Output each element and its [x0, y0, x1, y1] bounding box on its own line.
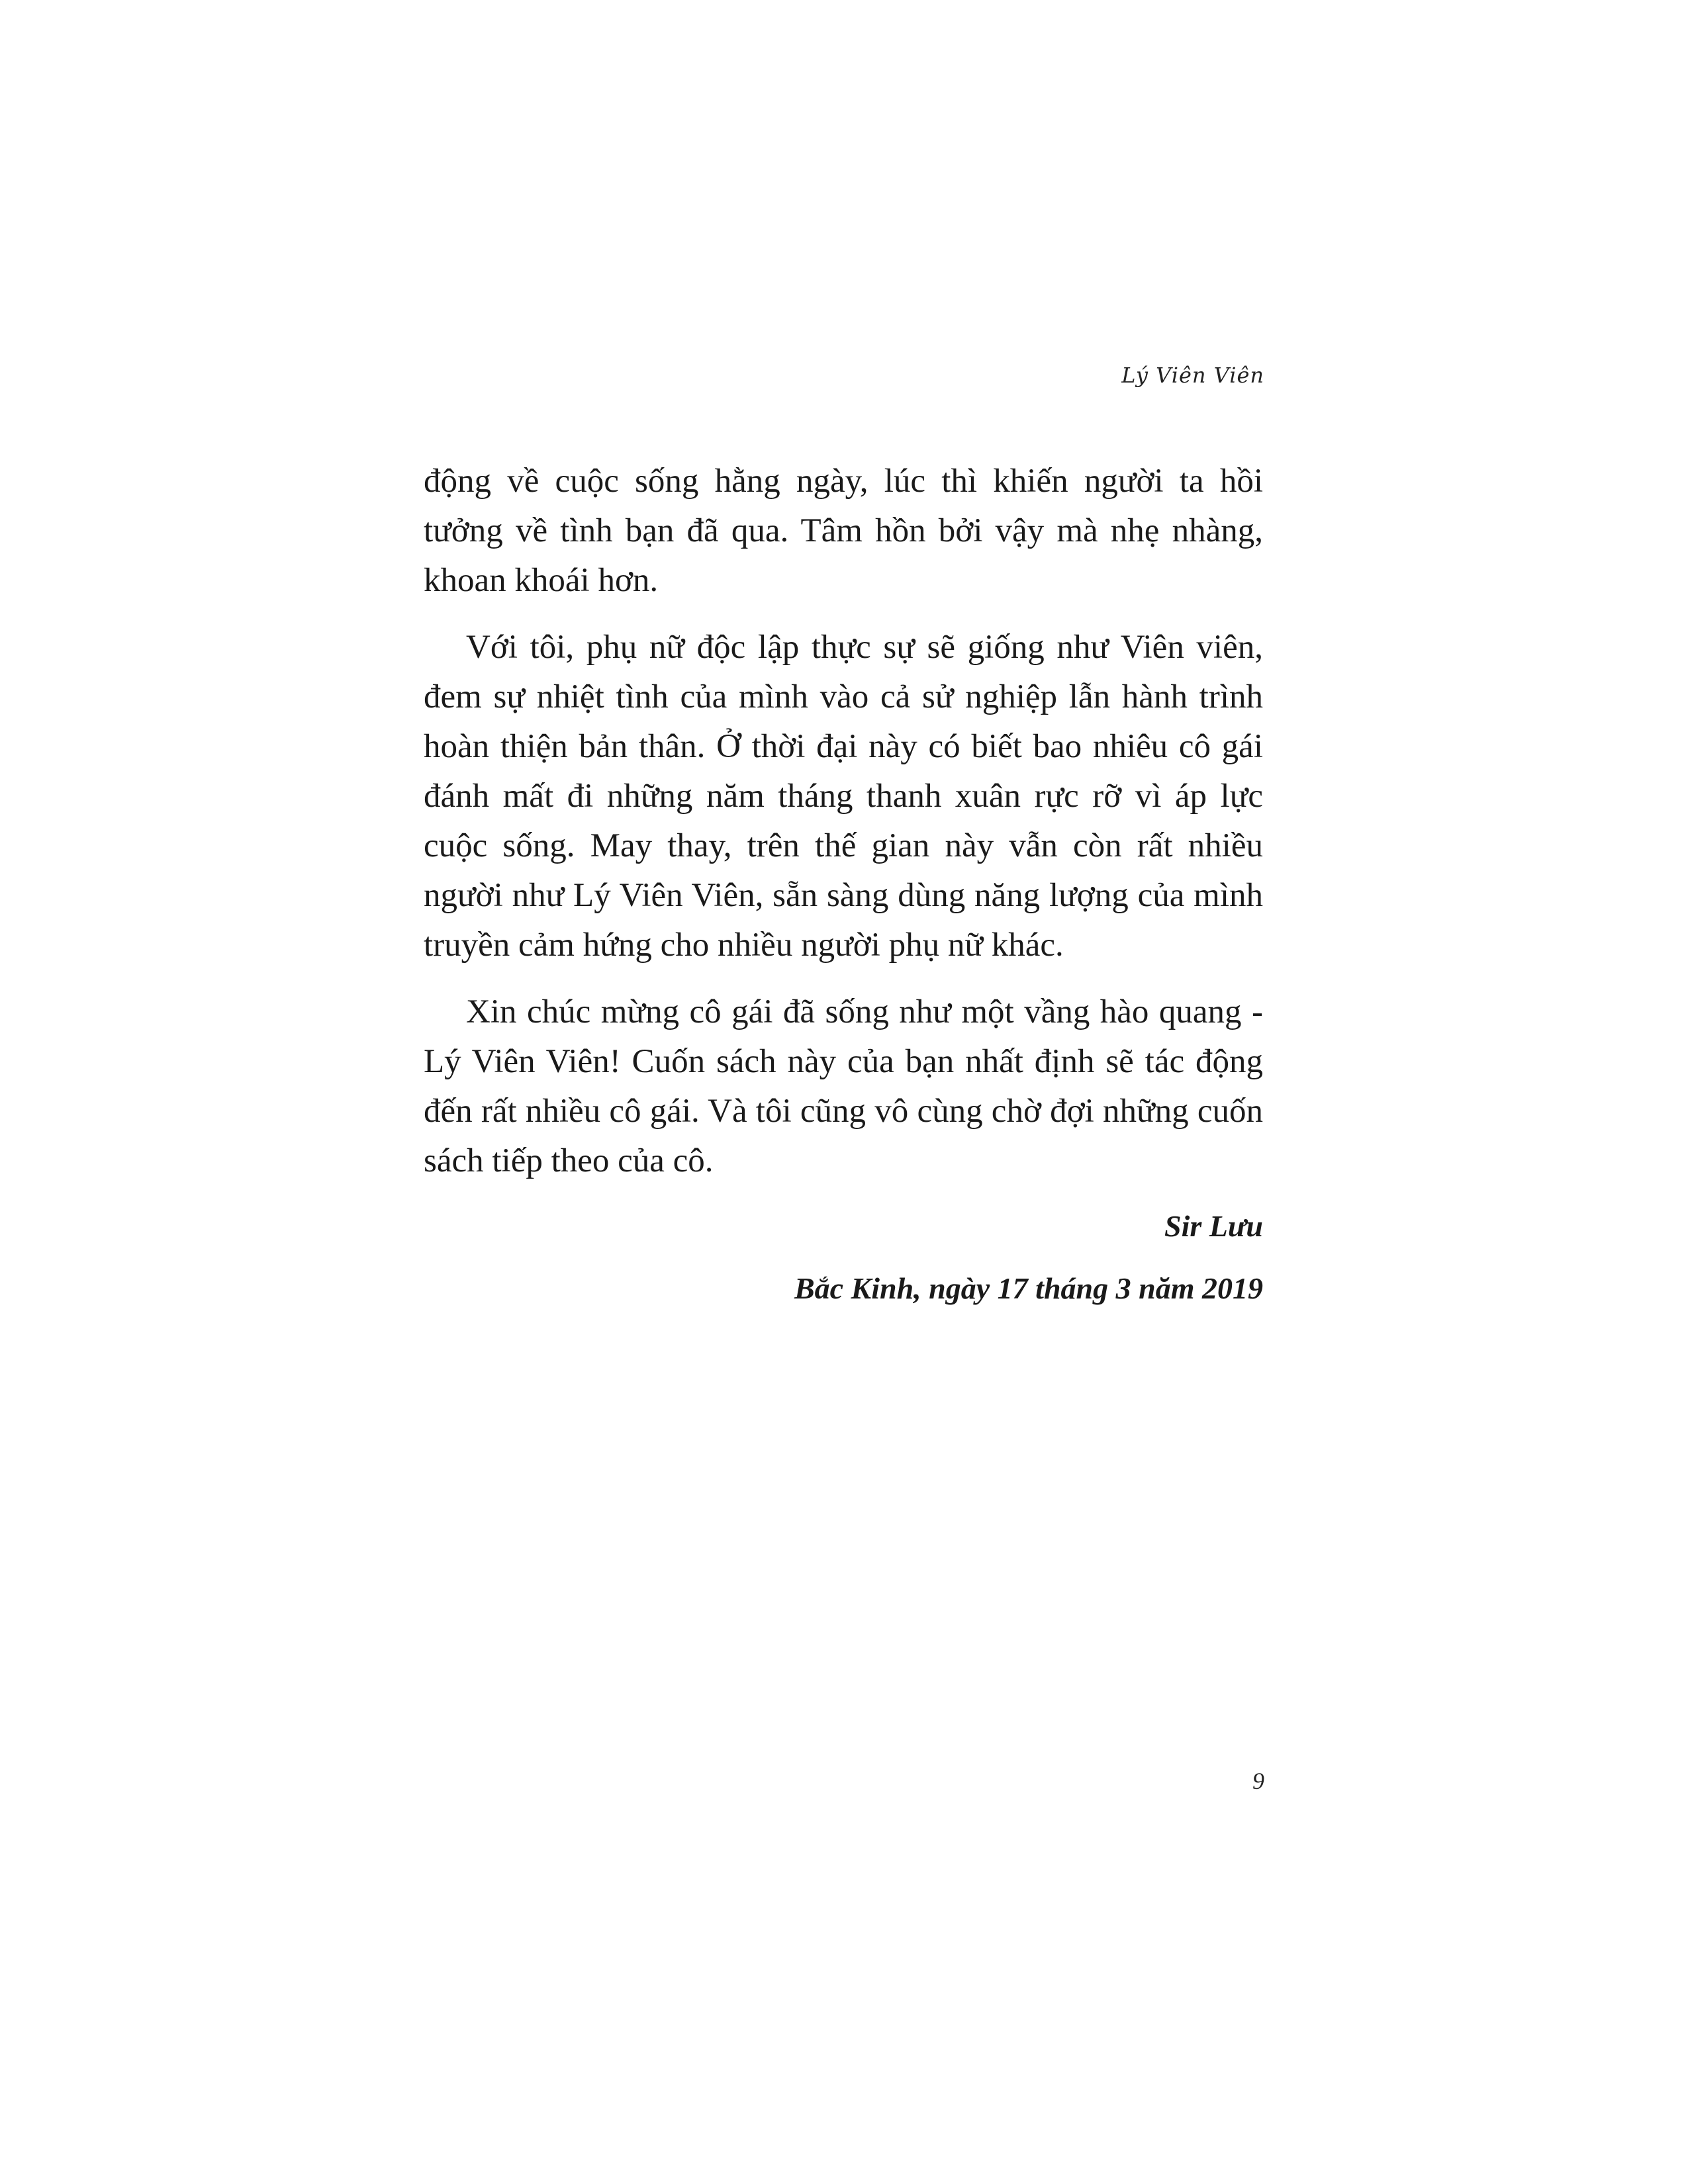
paragraph-3: Xin chúc mừng cô gái đã sống như một vầng hào quang - Lý Viên Viên! Cuốn sách này của bạn nhất định sẽ tác động đến rất nhiều cô gái. Và tôi cũng vô cùng chờ đợi những cuốn sách tiếp theo của cô.: [424, 993, 1263, 1179]
place-date: Bắc Kinh, ngày 17 tháng 3 năm 2019: [794, 1271, 1263, 1305]
author-signature: Sir Lưu: [1164, 1209, 1263, 1243]
paragraph-2: Với tôi, phụ nữ độc lập thực sự sẽ giống như Viên viên, đem sự nhiệt tình của mình vào cả sử nghiệp lẫn hành trình hoàn thiện bản thân. Ở thời đại này có biết bao nhiêu cô gái đánh mất đi những năm tháng thanh xuân rực rỡ vì áp lực cuộc sống. May thay, trên thế gian này vẫn còn rất nhiều người như Lý Viên Viên, sẵn sàng dùng năng lượng của mình truyền cảm hứng cho nhiều người phụ nữ khác.: [424, 629, 1263, 964]
main-text: [424, 457, 1263, 1328]
running-header: Lý Viên Viên: [1121, 363, 1264, 388]
page-number: 9: [1252, 1768, 1264, 1794]
paragraph-1: động về cuộc sống hằng ngày, lúc thì khiến người ta hồi tưởng về tình bạn đã qua. Tâm hồn bởi vậy mà nhẹ nhàng, khoan khoái hơn.: [424, 463, 1263, 599]
